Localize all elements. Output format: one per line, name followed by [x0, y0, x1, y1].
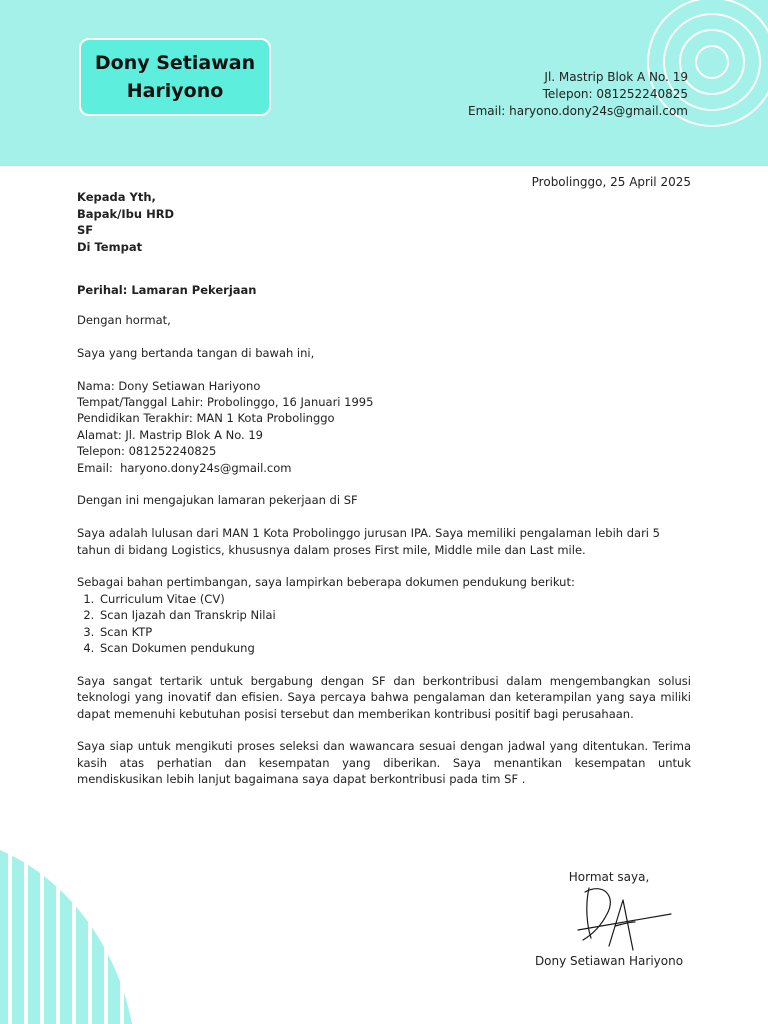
application-statement: Dengan ini mengajukan lamaran pekerjaan di SF [77, 493, 358, 508]
striped-arc-decoration [0, 840, 140, 1024]
letter-date: Probolinggo, 25 April 2025 [531, 175, 691, 189]
background-paragraph: Saya adalah lulusan dari MAN 1 Kota Probolinggo jurusan IPA. Saya memiliki pengalaman lebih dari 5 tahun di bidang Logistics, khususnya dalam proses First mile, Middle mile dan Last mile. [77, 526, 660, 557]
name-badge [79, 38, 271, 116]
attachment-item: 2. Scan Ijazah dan Transkrip Nilai [98, 607, 691, 623]
personal-details [77, 378, 691, 476]
recipient-block [77, 189, 174, 255]
contact-phone: Telepon: 081252240825 [542, 87, 688, 101]
handwritten-signature [575, 878, 675, 958]
motivation-paragraph: Saya sangat tertarik untuk bergabung dengan SF dan berkontribusi dalam mengembangkan solusi teknologi yang inovatif dan efisien. Saya percaya bahwa pengalaman dan keterampilan yang saya miliki dapat memenuhi kebutuhan posisi tersebut dan memberikan kontribusi positif bagi perusahaan. [77, 673, 691, 721]
attachments-intro: Sebagai bahan pertimbangan, saya lampirkan beberapa dokumen pendukung berikut: [77, 575, 575, 590]
name-line-2: Hariyono [126, 80, 224, 102]
attachment-item: 3. Scan KTP [98, 624, 691, 640]
contact-email: Email: haryono.dony24s@gmail.com [468, 104, 688, 118]
detail-line: Email: haryono.dony24s@gmail.com [77, 460, 292, 475]
signer-name: Dony Setiawan Hariyono [534, 954, 684, 968]
recipient-line: Bapak/Ibu HRD [77, 206, 175, 221]
recipient-line: SF [77, 223, 94, 237]
letter-body [77, 312, 691, 804]
attachment-item: 4. Scan Dokumen pendukung [98, 640, 691, 656]
closing-paragraph: Saya siap untuk mengikuti proses seleksi dan wawancara sesuai dengan jadwal yang ditentukan. Terima kasih atas perhatian dan kesempatan yang diberikan. Saya menantikan kesempatan untuk mendiskusikan lebih lanjut bagaimana saya dapat berkontribusi pada tim SF . [77, 739, 691, 787]
detail-line: Nama: Dony Setiawan Hariyono [77, 378, 261, 393]
detail-line: Pendidikan Terakhir: MAN 1 Kota Probolinggo [77, 411, 335, 426]
sign-off: Hormat saya, [568, 870, 650, 884]
contact-block [468, 69, 688, 120]
recipient-line: Kepada Yth, [77, 190, 156, 204]
intro-paragraph: Saya yang bertanda tangan di bawah ini, [77, 345, 315, 360]
letterhead [0, 0, 768, 166]
detail-line: Tempat/Tanggal Lahir: Probolinggo, 16 Januari 1995 [77, 395, 374, 409]
attachments-list [77, 591, 691, 657]
attachment-item: 1. Curriculum Vitae (CV) [98, 591, 691, 607]
greeting: Dengan hormat, [77, 313, 171, 327]
detail-line: Telepon: 081252240825 [77, 444, 217, 459]
name-line-1: Dony Setiawan [94, 52, 256, 74]
letter-subject: Perihal: Lamaran Pekerjaan [77, 283, 257, 297]
detail-line: Alamat: Jl. Mastrip Blok A No. 19 [77, 427, 263, 442]
recipient-line: Di Tempat [77, 239, 143, 254]
contact-address: Jl. Mastrip Blok A No. 19 [544, 70, 688, 84]
